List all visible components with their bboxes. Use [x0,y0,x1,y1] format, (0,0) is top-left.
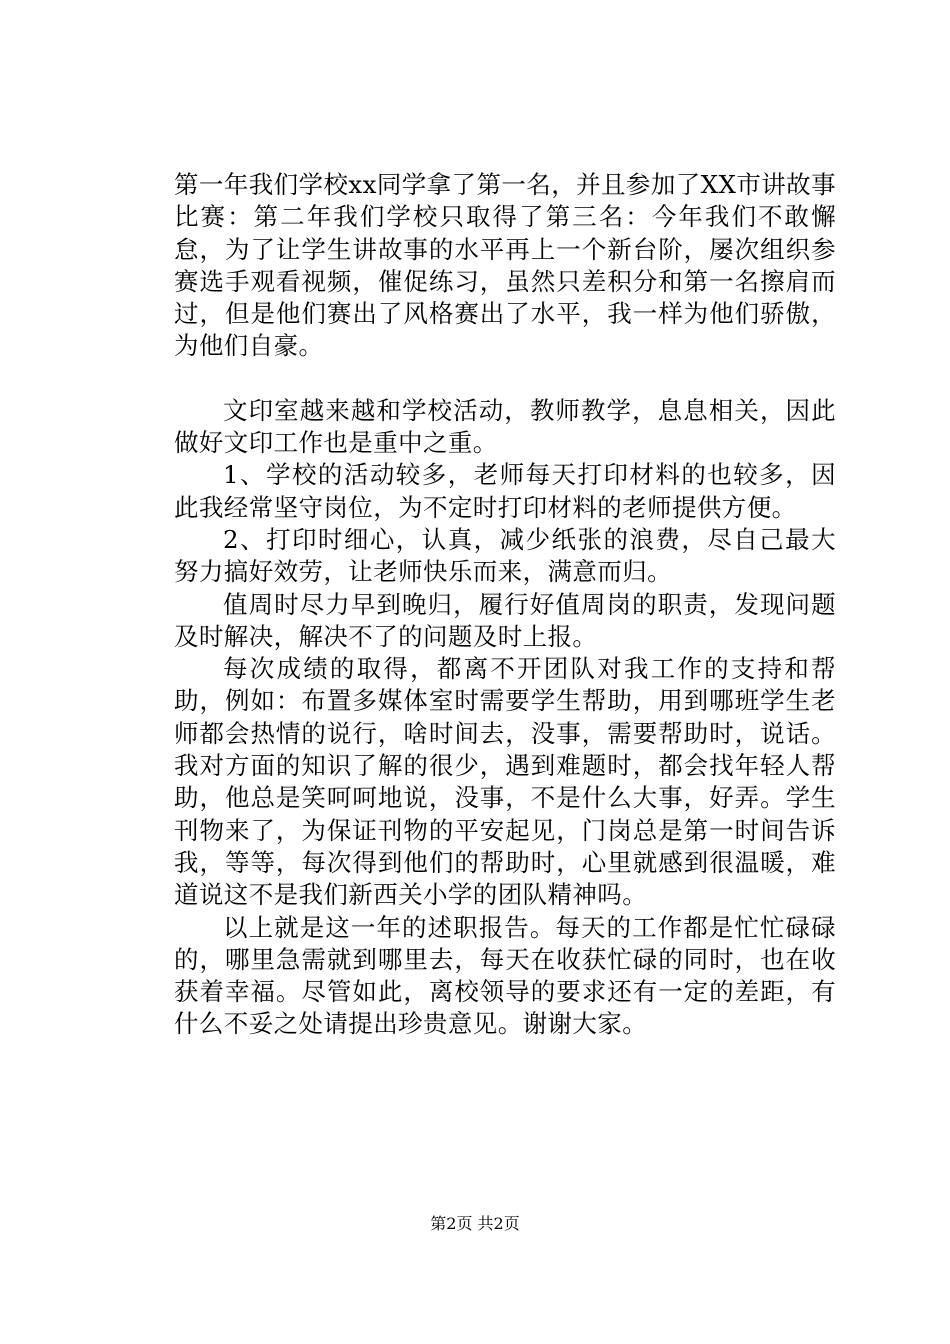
paragraph-item-2: 2、打印时细心，认真，减少纸张的浪费，尽自己最大努力搞好效劳，让老师快乐而来，满意而归。 [174,524,836,587]
paragraph-print-room: 文印室越来越和学校活动，教师教学，息息相关，因此做好文印工作也是重中之重。 [174,395,836,458]
page-number-label: 第2页 共2页 [430,1214,520,1233]
paragraph-conclusion: 以上就是这一年的述职报告。每天的工作都是忙忙碌碌的，哪里急需就到哪里去，每天在收获忙碌的同时，也在收获着幸福。尽管如此，离校领导的要求还有一定的差距，有什么不妥之处请提出珍贵意见。谢谢大家。 [174,912,836,1039]
paragraph-competition: 第一年我们学校xx同学拿了第一名，并且参加了XX市讲故事比赛：第二年我们学校只取得了第三名：今年我们不敢懈怠，为了让学生讲故事的水平再上一个新台阶，屡次组织参赛选手观看视频，催促练习，虽然只差积分和第一名擦肩而过，但是他们赛出了风格赛出了水平，我一样为他们骄傲，为他们自豪。 [174,170,836,361]
document-body [174,169,836,1041]
paragraph-duty-week: 值周时尽力早到晚归，履行好值周岗的职责，发现问题及时解决，解决不了的问题及时上报。 [174,589,836,651]
paragraph-gap [174,363,836,395]
paragraph-item-1: 1、学校的活动较多，老师每天打印材料的也较多，因此我经常坚守岗位，为不定时打印材料的老师提供方便。 [174,460,836,522]
paragraph-team-support: 每次成绩的取得，都离不开团队对我工作的支持和帮助，例如：布置多媒体室时需要学生帮助，用到哪班学生老师都会热情的说行，啥时间去，没事，需要帮助时，说话。我对方面的知识了解的很少，遇到难题时，都会找年轻人帮助，他总是笑呵呵地说，没事，不是什么大事，好弄。学生刊物来了，为保证刊物的平安起见，门岗总是第一时间告诉我，等等，每次得到他们的帮助时，心里就感到很温暖，难道说这不是我们新西关小学的团队精神吗。 [174,654,836,910]
page-footer [0,1214,950,1234]
